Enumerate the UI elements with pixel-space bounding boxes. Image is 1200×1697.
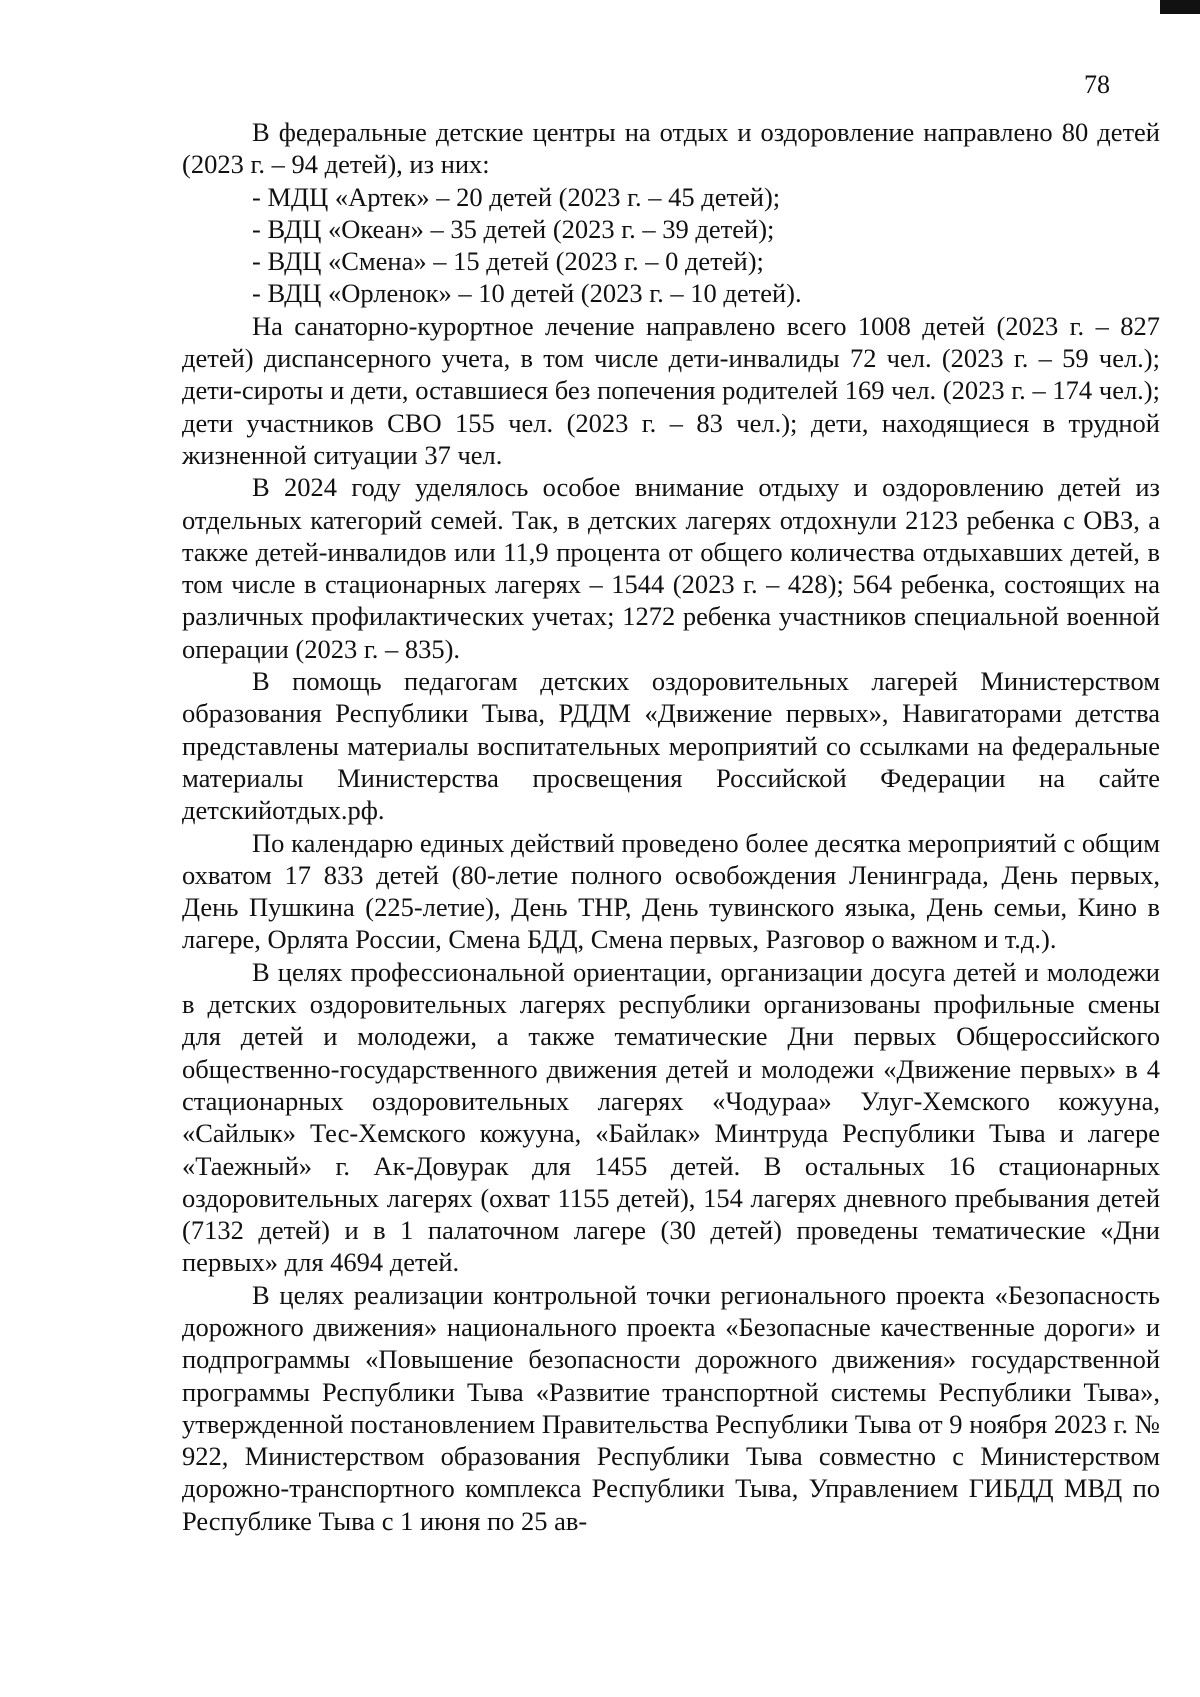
list-item-orlenok: - ВДЦ «Орленок» – 10 детей (2023 г. – 10 детей). bbox=[252, 278, 802, 309]
paragraph-federal-centers: В федеральные детские центры на отдых и оздоровление направлено 80 детей (2023 г. – 94 детей), из них: bbox=[182, 117, 1160, 180]
list-item-smena: - ВДЦ «Смена» – 15 детей (2023 г. – 0 детей); bbox=[252, 246, 764, 277]
paragraph-sanatorium: На санаторно-курортное лечение направлено всего 1008 детей (2023 г. – 827 детей) диспансерного учета, в том числе дети-инвалиды 72 чел. (2023 г. – 59 чел.); дети-сироты и дети, оставшиеся без попечения родителей 169 чел. (2023 г. – 174 чел.); дети участников СВО 155 чел. (2023 г. – 83 чел.); дети, находящиеся в трудной жизненной ситуации 37 чел. bbox=[182, 310, 1160, 470]
paragraph-teacher-materials: В помощь педагогам детских оздоровительных лагерей Министерством образования Республики Тыва, РДДМ «Движение первых», Навигаторами детства представлены материалы воспитательных мероприятий со ссылками на федеральные материалы Министерства просвещения Российской Федерации на сайте детскийотдых.рф. bbox=[182, 666, 1160, 826]
paragraph-calendar-events: По календарю единых действий проведено более десятка мероприятий с общим охватом 17 833 детей (80-летие полного освобождения Ленинграда, День первых, День Пушкина (225-летие), День ТНР, День тувинского языка, День семьи, Кино в лагере, Орлята России, Смена БДД, Смена первых, Разговор о важном и т.д.). bbox=[182, 827, 1160, 955]
document-body bbox=[182, 116, 1160, 1537]
scan-corner-mark bbox=[1160, 0, 1200, 14]
paragraph-categories-2024: В 2024 году уделялось особое внимание отдыху и оздоровлению детей из отдельных категорий семей. Так, в детских лагерях отдохнули 2123 ребенка с ОВЗ, а также детей-инвалидов или 11,9 процента от общего количества отдыхавших детей, в том числе в стационарных лагерях – 1544 (2023 г. – 428); 564 ребенка, состоящих на различных профилактических учетах; 1272 ребенка участников специальной военной операции (2023 г. – 835). bbox=[182, 472, 1160, 664]
paragraph-profile-shifts: В целях профессиональной ориентации, организации досуга детей и молодежи в детских оздоровительных лагерях республики организованы профильные смены для детей и молодежи, а также тематические Дни первых Общероссийского общественно-государственного движения детей и молодежи «Движение первых» в 4 стационарных оздоровительных лагерях «Чодураа» Улуг-Хемского кожууна, «Сайлык» Тес-Хемского кожууна, «Байлак» Минтруда Республики Тыва и лагере «Таежный» г. Ак-Довурак для 1455 детей. В остальных 16 стационарных оздоровительных лагерях (охват 1155 детей), 154 лагерях дневного пребывания детей (7132 детей) и в 1 палаточном лагере (30 детей) проведены тематические «Дни первых» для 4694 детей. bbox=[182, 956, 1160, 1278]
paragraph-road-safety: В целях реализации контрольной точки регионального проекта «Безопасность дорожного движения» национального проекта «Безопасные качественные дороги» и подпрограммы «Повышение безопасности дорожного движения» государственной программы Республики Тыва «Развитие транспортной системы Республики Тыва», утвержденной постановлением Правительства Республики Тыва от 9 ноября 2023 г. № 922, Министерством образования Республики Тыва совместно с Министерством дорожно-транспортного комплекса Республики Тыва, Управлением ГИБДД МВД по Республике Тыва с 1 июня по 25 ав- bbox=[182, 1279, 1160, 1536]
list-item-okean: - ВДЦ «Океан» – 35 детей (2023 г. – 39 детей); bbox=[252, 213, 775, 244]
list-item-artek: - МДЦ «Артек» – 20 детей (2023 г. – 45 детей); bbox=[252, 181, 781, 212]
page-number: 78 bbox=[1084, 70, 1110, 99]
